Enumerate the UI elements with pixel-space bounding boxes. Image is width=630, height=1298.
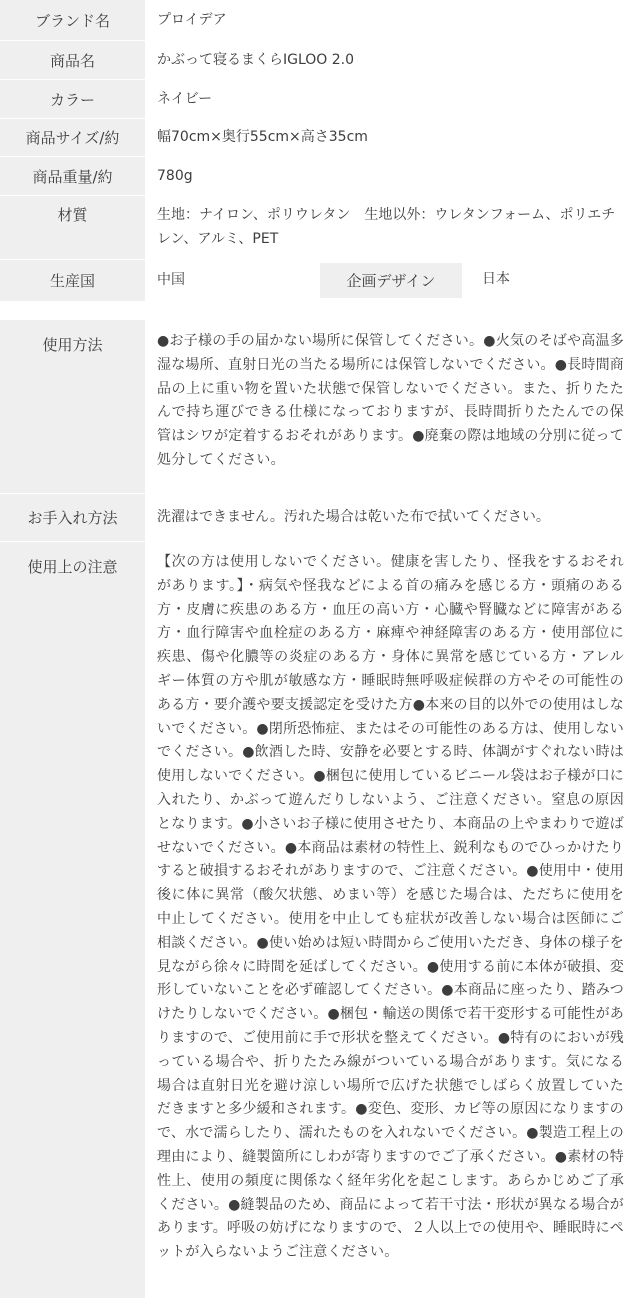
spec-value-brand: プロイデア <box>157 12 227 28</box>
spec-row-color <box>0 80 630 118</box>
spec-label-size: 商品サイズ/約 <box>0 119 145 156</box>
usage-text: ●お子様の手の届かない場所に保管してください。●火気のそばや高温多湿な場所、直射日光の当たる場所には保管しないでください。●長時間商品の上に重い物を置いた状態で保管しないでください。また、折りたたんで持ち運びできる仕様になっておりますが、長時間折りたたんでの保管はシワが定着するおそれがあります。●廃棄の際は地域の分別に従って処分してください。 <box>157 333 624 468</box>
spec-row-origin <box>0 260 630 301</box>
spec-value-size: 幅70cm×奥行55cm×高さ35cm <box>157 129 368 145</box>
spec-label-material: 材質 <box>0 196 145 259</box>
caution-text: 【次の方は使用しないでください。健康を害したり、怪我をするおそれがあります。】・病気や怪我などによる首の痛みを感じる方・頭痛のある方・皮膚に疾患のある方・血圧の高い方・心臓や腎臓などに障害がある方・血行障害や血栓症のある方・麻痺や神経障害のある方・使用部位に疾患、傷や化膿等の炎症のある方・身体に異常を感じている方・アレルギー体質の方や肌が敏感な方・睡眠時無呼吸症候群の方やその可能性のある方・要介護や要支援認定を受けた方●本来の目的以外での使用はしないでください。●閉所恐怖症、またはその可能性のある方は、使用しないでください。●飲酒した時、安静を必要とする時、体調がすぐれない時は使用しないでください。●梱包に使用しているビニール袋はお子様が口に入れたり、かぶって遊んだりしないよう、ご注意ください。窒息の原因となります。●小さいお子様に使用させたり、本商品の上やまわりで遊ばせないでください。●本商品は素材の特性上、鋭利なものでひっかけたりすると破損するおそれがありますので、ご注意ください。●使用中・使用後に体に異常（酸欠状態、めまい等）を感じた場合は、ただちに使用を中止してください。使用を中止しても症状が改善しない場合は医師にご相談ください。●使い始めは短い時間からご使用いただき、身体の様子を見ながら徐々に時間を延ばしてください。●使用する前に本体が破損、変形していないことを必ず確認してください。●本商品に座ったり、踏みつけたりしないでください。●梱包・輸送の関係で若干変形する可能性がありますので、ご使用前に手で形状を整えてください。●特有のにおいが残っている場合や、折りたたみ線がついている場合があります。気になる場合は直射日光を避け涼しい場所で広げた状態でしばらく放置していただきますと多少緩和されます。●変色、変形、カビ等の原因になりますので、水で濡らしたり、濡れたものを入れないでください。●製造工程上の理由により、縫製箇所にしわが寄りますのでご了承ください。●素材の特性上、使用の頻度に関係なく経年劣化を起こします。あらかじめご了承ください。●縫製品のため、商品によって若干寸法・形状が異なる場合があります。呼吸の妨げになりますので、２人以上での使用や、睡眠時にペットが入らないようご注意ください。 <box>157 554 624 1261</box>
spec-value-product-name: かぶって寝るまくらIGLOO 2.0 <box>157 52 355 68</box>
care-text: 洗濯はできません。汚れた場合は乾いた布で拭いてください。 <box>157 509 550 525</box>
spec-value-weight: 780g <box>157 168 193 184</box>
usage-row <box>0 320 630 493</box>
spec-label-color: カラー <box>0 80 145 118</box>
spec-label-weight: 商品重量/約 <box>0 157 145 195</box>
spec-value-origin: 中国 <box>157 272 185 288</box>
care-label: お手入れ方法 <box>0 494 145 541</box>
usage-label: 使用方法 <box>0 320 145 493</box>
caution-label: 使用上の注意 <box>0 542 145 1298</box>
spec-row-weight <box>0 157 630 195</box>
spec-value-color: ネイビー <box>157 91 213 107</box>
caution-row <box>0 542 630 1298</box>
spec-label-product-name: 商品名 <box>0 41 145 79</box>
spec-value-material: 生地：ナイロン、ポリウレタン 生地以外：ウレタンフォーム、ポリエチレン、アルミ、PET <box>157 207 616 247</box>
care-row <box>0 494 630 541</box>
spec-label-design: 企画デザイン <box>320 263 462 298</box>
spec-label-origin: 生産国 <box>0 260 145 301</box>
spec-row-material <box>0 196 630 259</box>
spec-label-brand: ブランド名 <box>0 0 145 40</box>
spec-row-product-name <box>0 41 630 79</box>
spec-row-brand <box>0 0 630 40</box>
spec-row-size <box>0 119 630 156</box>
spec-value-design: 日本 <box>482 271 510 287</box>
